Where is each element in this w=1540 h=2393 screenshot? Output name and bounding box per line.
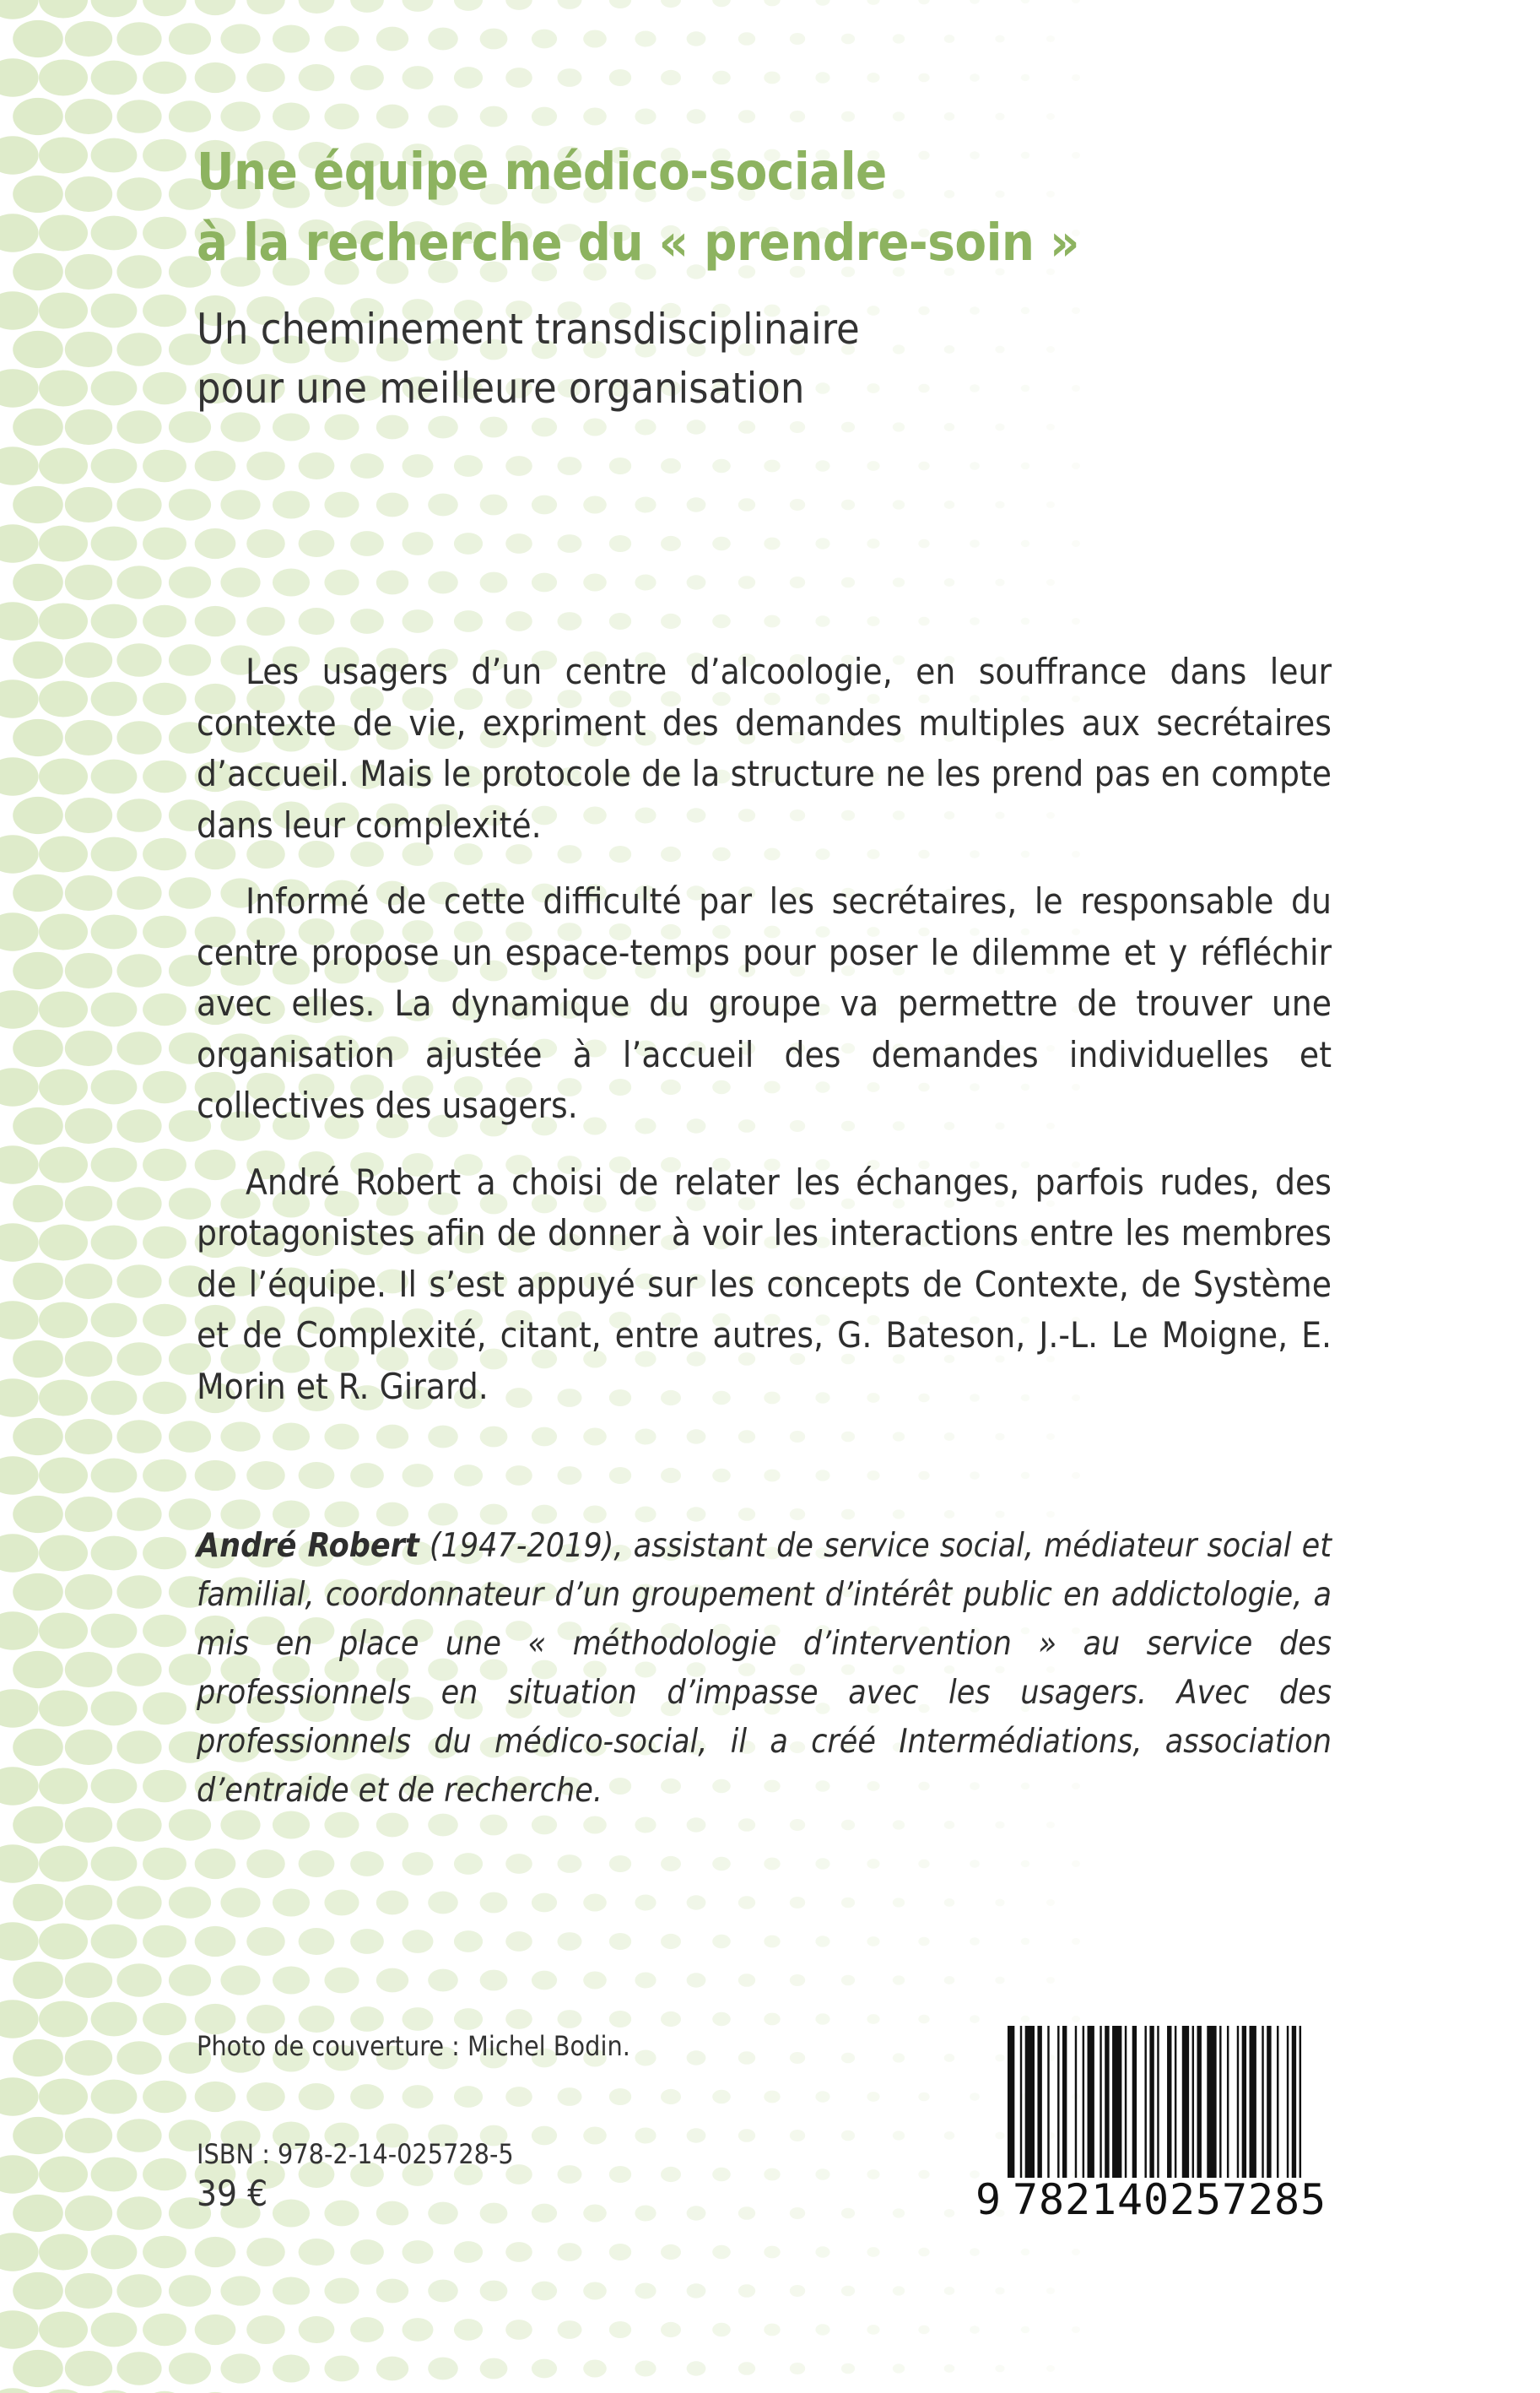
barcode-bar — [1088, 2026, 1094, 2178]
barcode-bar — [1112, 2026, 1121, 2178]
barcode-bar — [1025, 2026, 1035, 2178]
summary-paragraph-2: Informé de cette difficulté par les secrétaires, le responsable du centre propose un espace-temps pour poser le dilemme et y réfléchir avec elles. La dynamique du groupe va permettre de trouver une organisation ajustée à l’accueil des demandes individuelles et collectives des usagers. — [197, 880, 1332, 1126]
book-title-line-2: à la recherche du « prendre-soin » — [197, 213, 1080, 273]
barcode-first-digit: 9 — [975, 2175, 1002, 2224]
author-name: André Robert — [197, 1527, 419, 1565]
barcode-bar — [1144, 2026, 1146, 2178]
barcode-bar — [1100, 2026, 1101, 2178]
book-title — [197, 137, 1378, 279]
barcode-bar — [1105, 2026, 1109, 2178]
isbn: ISBN : 978-2-14-025728-5 — [197, 2138, 514, 2170]
book-subtitle — [197, 300, 1378, 418]
barcode-bar — [1227, 2026, 1229, 2178]
barcode-bar — [1242, 2026, 1246, 2178]
barcode-bar — [1197, 2026, 1201, 2178]
book-title-line-1: Une équipe médico-sociale — [197, 142, 887, 202]
barcode-bar — [1047, 2026, 1049, 2178]
barcode-bar — [1125, 2026, 1127, 2178]
barcode-bar — [1008, 2026, 1014, 2178]
barcode-bar — [1300, 2026, 1301, 2178]
book-subtitle-line-1: Un cheminement transdisciplinaire — [197, 305, 860, 354]
barcode-bar — [1167, 2026, 1171, 2178]
author-bio — [197, 1522, 1332, 1816]
barcode-bar — [1175, 2026, 1176, 2178]
barcode-bar — [1267, 2026, 1271, 2178]
barcode-bar — [1287, 2026, 1289, 2178]
author-bio-text: (1947-2019), assistant de service social, médiateur social et familial, coordonnateur d’un groupement d’intérêt public en addictologie, a mis en place une « méthodologie d’intervention » au service des professionnels en situation d’impasse avec les usagers. Avec des professionnels du médico-social, il a créé Intermédiations, association d’entraide et de recherche. — [197, 1527, 1332, 1810]
barcode-bar — [1132, 2026, 1137, 2178]
barcode-bar — [1149, 2026, 1154, 2178]
photo-credit: Photo de couverture : Michel Bodin. — [197, 2030, 630, 2062]
barcode-bar — [1237, 2026, 1239, 2178]
barcode — [969, 2026, 1332, 2228]
barcode-bar — [1219, 2026, 1221, 2178]
barcode-bar — [1292, 2026, 1296, 2178]
price: 39 € — [197, 2173, 268, 2214]
book-summary — [197, 647, 1332, 1437]
barcode-bar — [1182, 2026, 1189, 2178]
barcode-bar — [1207, 2026, 1216, 2178]
barcode-bar — [1057, 2026, 1059, 2178]
barcode-bars — [1008, 2026, 1332, 2178]
barcode-bar — [1192, 2026, 1194, 2178]
barcode-bar — [1277, 2026, 1278, 2178]
barcode-bar — [1020, 2026, 1022, 2178]
barcode-bar — [1075, 2026, 1077, 2178]
barcode-bar — [1083, 2026, 1084, 2178]
summary-paragraph-3: André Robert a choisi de relater les échanges, parfois rudes, des protagonistes afin de donner à voir les interactions entre les membres de l’équipe. Il s’est appuyé sur les concepts de Contexte, de Système et de Complexité, citant, entre autres, G. Bateson, J.-L. Le Moigne, E. Morin et R. Girard. — [197, 1161, 1332, 1407]
barcode-bar — [1262, 2026, 1263, 2178]
book-subtitle-line-2: pour une meilleure organisation — [197, 364, 805, 413]
barcode-bar — [1037, 2026, 1041, 2178]
summary-paragraph-1: Les usagers d’un centre d’alcoologie, en souffrance dans leur contexte de vie, expriment des demandes multiples aux secrétaires d’accueil. Mais le protocole de la structure ne les prend pas en compte dans leur complexité. — [197, 651, 1332, 846]
barcode-rest-digits: 782140257285 — [1013, 2175, 1327, 2224]
barcode-bar — [1250, 2026, 1256, 2178]
barcode-bar — [1062, 2026, 1067, 2178]
barcode-bar — [1157, 2026, 1159, 2178]
